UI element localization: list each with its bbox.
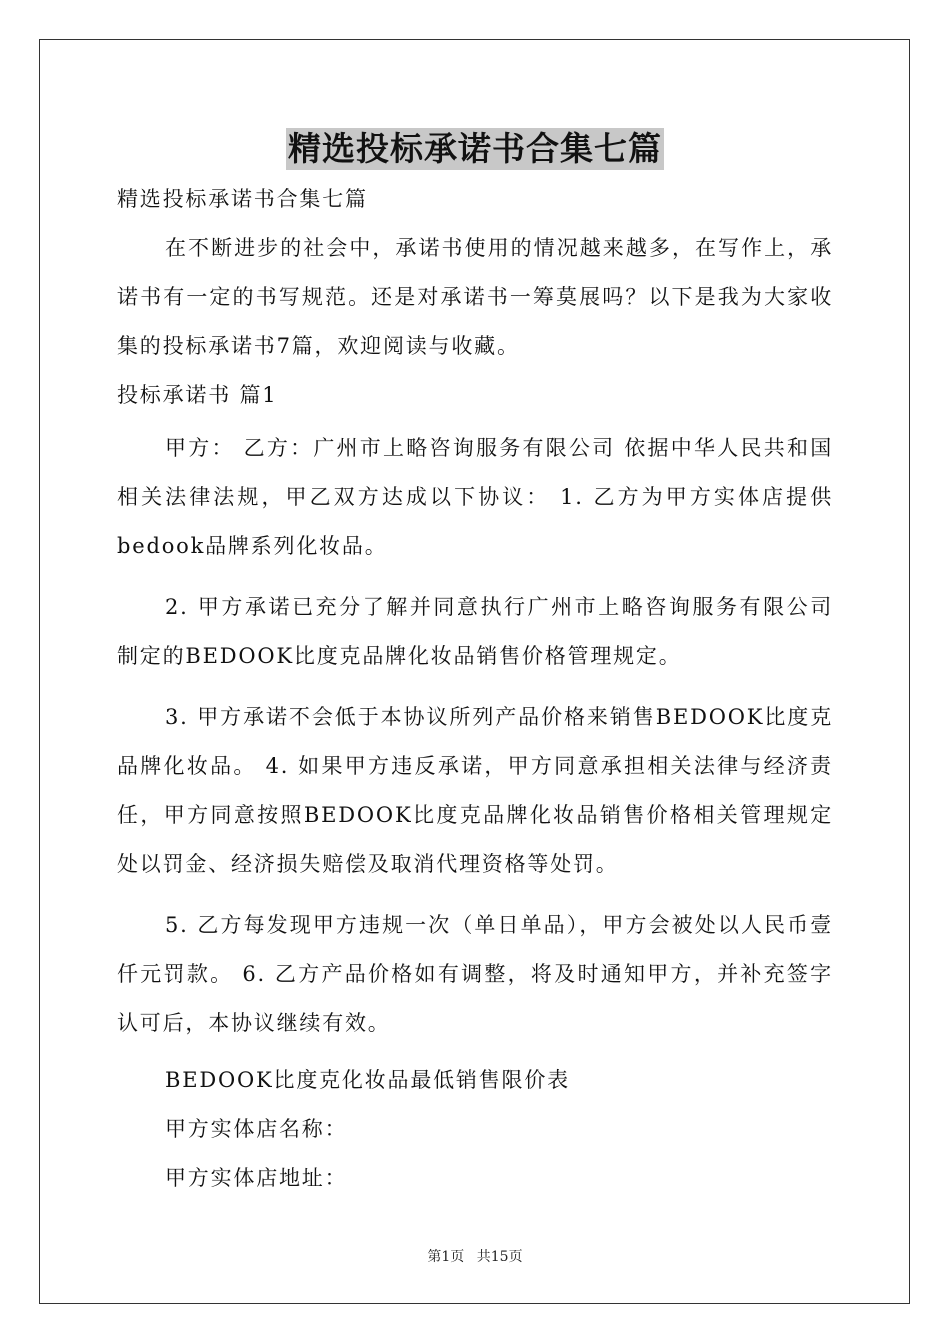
page-footer bbox=[0, 1248, 950, 1266]
paragraph-3: 3. 甲方承诺不会低于本协议所列产品价格来销售BEDOOK比度克品牌化妆品。 4. 如果甲方违反承诺，甲方同意承担相关法律与经济责任，甲方同意按照BEDOOK比度克品牌化妆品销售价格相关管理规定处以罚金、经济损失赔偿及取消代理资格等处罚。 bbox=[117, 705, 833, 876]
section-heading: 投标承诺书 篇1 bbox=[117, 383, 278, 407]
table-title: BEDOOK比度克化妆品最低销售限价表 bbox=[165, 1068, 570, 1092]
paragraph-4: 5. 乙方每发现甲方违规一次（单日单品），甲方会被处以人民币壹仟元罚款。 6. 乙方产品价格如有调整，将及时通知甲方，并补充签字认可后，本协议继续有效。 bbox=[117, 913, 833, 1035]
field-store-address: 甲方实体店地址： bbox=[165, 1166, 348, 1190]
intro-paragraph: 在不断进步的社会中，承诺书使用的情况越来越多，在写作上，承诺书有一定的书写规范。还是对承诺书一筹莫展吗？以下是我为大家收集的投标承诺书7篇，欢迎阅读与收藏。 bbox=[117, 236, 833, 358]
paragraph-1: 甲方： 乙方：广州市上略咨询服务有限公司 依据中华人民共和国相关法律法规，甲乙双方达成以下协议： 1. 乙方为甲方实体店提供bedook品牌系列化妆品。 bbox=[117, 436, 833, 558]
title-wrap bbox=[0, 128, 950, 170]
document-body bbox=[117, 183, 833, 1203]
document-title: 精选投标承诺书合集七篇 bbox=[288, 129, 662, 168]
paragraph-2: 2. 甲方承诺已充分了解并同意执行广州市上略咨询服务有限公司制定的BEDOOK比度克品牌化妆品销售价格管理规定。 bbox=[117, 595, 833, 668]
page-total: 共15页 bbox=[476, 1249, 523, 1265]
field-store-name: 甲方实体店名称： bbox=[165, 1117, 348, 1141]
document-subtitle: 精选投标承诺书合集七篇 bbox=[117, 187, 368, 211]
page-number: 第1页 bbox=[427, 1249, 465, 1265]
